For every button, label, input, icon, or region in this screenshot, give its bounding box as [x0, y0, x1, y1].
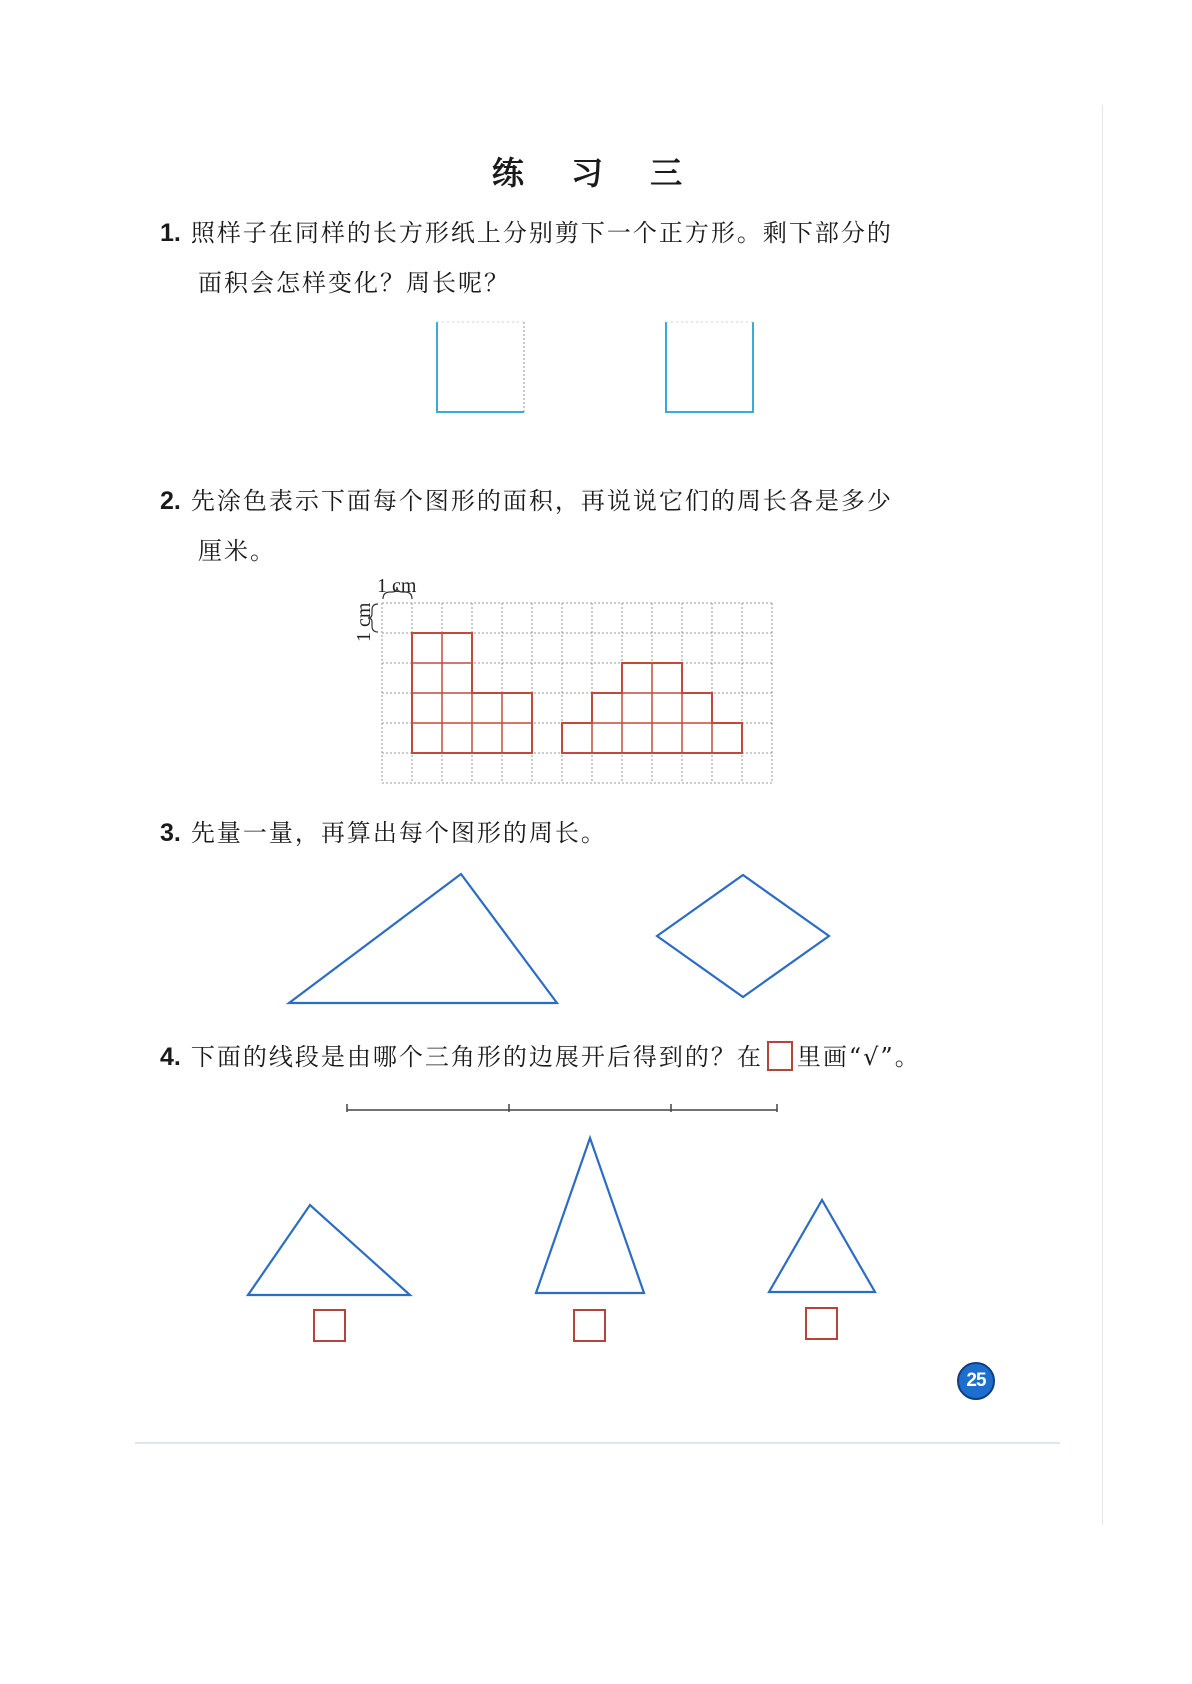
- q4-triangle-3: [769, 1200, 875, 1292]
- question-1-text-line2: 面积会怎样变化？周长呢？: [198, 269, 510, 297]
- question-2-text-line2: 厘米。: [198, 537, 276, 565]
- answer-box-2[interactable]: [574, 1310, 605, 1341]
- question-1-text-line1: 照样子在同样的长方形纸上分别剪下一个正方形。剩下部分的: [190, 219, 893, 247]
- question-3-text: 先量一量，再算出每个图形的周长。: [190, 819, 607, 847]
- question-2-number: 2.: [160, 487, 181, 515]
- q3-rhombus: [657, 875, 829, 997]
- q1-rectangle-right: [666, 322, 753, 412]
- q4-answer-boxes[interactable]: [314, 1308, 837, 1341]
- answer-box-1[interactable]: [314, 1310, 345, 1341]
- q4-segment: [347, 1104, 777, 1112]
- answer-box-3[interactable]: [806, 1308, 837, 1339]
- bottom-rule: [135, 1442, 1060, 1444]
- question-4-text-pre: 下面的线段是由哪个三角形的边展开后得到的？在: [190, 1043, 763, 1071]
- q1-rectangle-left: [437, 322, 524, 412]
- page-title: 练 习 三: [491, 154, 701, 192]
- question-4-number: 4.: [160, 1043, 181, 1071]
- question-1-number: 1.: [160, 219, 181, 247]
- question-3-number: 3.: [160, 819, 181, 847]
- q4-triangle-1: [248, 1205, 410, 1295]
- q2-unit-marks: [353, 575, 417, 642]
- unit-label-top: 1 cm: [377, 575, 417, 597]
- q1-rectangles: [437, 322, 753, 412]
- q3-triangle: [289, 874, 557, 1003]
- page-number-badge: 25: [957, 1362, 995, 1400]
- q4-triangles: [248, 1138, 875, 1295]
- q3-shapes: [289, 874, 829, 1003]
- question-4-text-post: 里画“√”。: [796, 1043, 921, 1071]
- q4-triangle-2: [536, 1138, 644, 1293]
- q2-shapes: [412, 633, 742, 753]
- unit-label-side: 1 cm: [353, 602, 375, 642]
- question-2-text-line1: 先涂色表示下面每个图形的面积，再说说它们的周长各是多少: [190, 487, 893, 515]
